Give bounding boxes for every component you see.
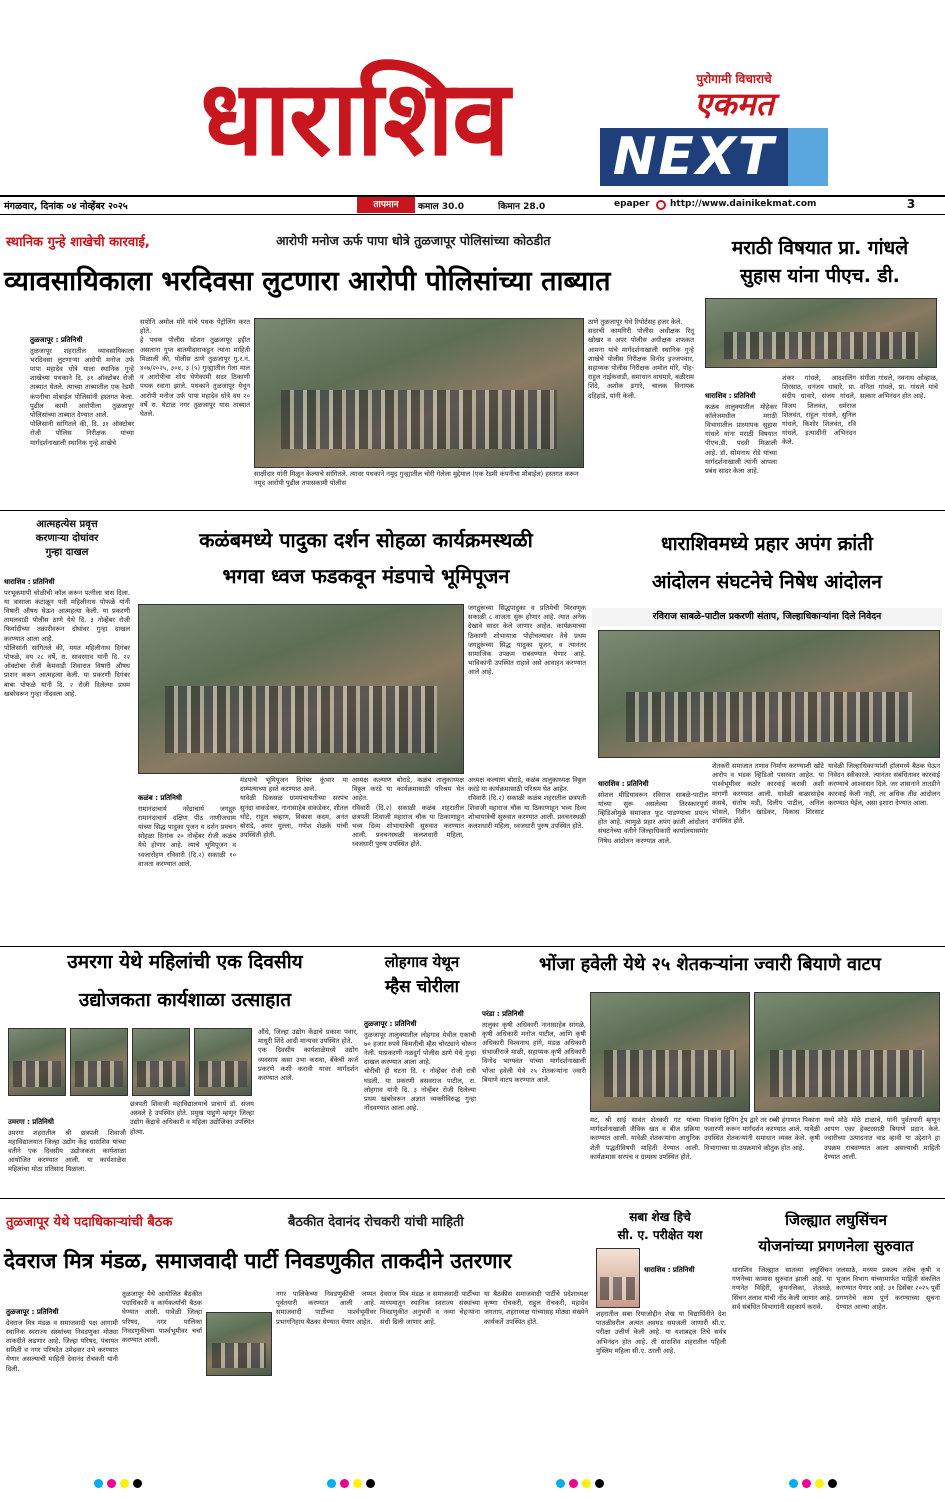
masthead-tagline: पुरोगामी विचाराचे bbox=[696, 72, 772, 86]
registration-dot bbox=[327, 1479, 336, 1488]
story3-text bbox=[4, 560, 130, 940]
dateline-bottom-rule bbox=[0, 214, 945, 215]
registration-dot bbox=[366, 1479, 375, 1488]
story2-headline-line1: मराठी विषयात प्रा. गांधले bbox=[731, 237, 909, 259]
story8-photo-1 bbox=[590, 992, 750, 1112]
story11-col2: जलसाठे, मध्यम प्रकल्प तसेच कृषी व भूजल विभाग यांच्यामार्फत माहिती संकलित करण्यात येणार आहे. ३१ डिसेंबर २०२५ पूर्वी प्रगणनेचे काम पूर्ण करण्याच्या सूचना देण्यात आल्या आहेत. bbox=[836, 1266, 943, 1311]
story8-col2: मट, श्री साई सावंत शेतकरी गट यांच्या मार्गदर्शनाखाली जैविक खत व बीज प्रक्रिया करण्यात आली. यावेळी शेतकऱ्यांना आधुनिक शेती पद्धतीविषयी माहिती देण्यात आली. कार्यक्रमास सरपंच व ग्रामस्थ उपस्थित होते. bbox=[590, 1116, 703, 1161]
registration-dot bbox=[107, 1479, 116, 1488]
section-rule-3 bbox=[0, 1198, 945, 1199]
story2-col1 bbox=[705, 374, 780, 506]
story8-headline: भोंजा हवेली येथे २५ शेतकऱ्यांना ज्वारी बियाणे वाटप bbox=[539, 954, 881, 975]
story8-col1 bbox=[482, 992, 589, 1194]
story10-headline-line2: सी. ए. परीक्षेत यश bbox=[617, 1228, 703, 1242]
section-rule-2 bbox=[0, 946, 945, 947]
dateline-date: मंगळवार, दिनांक ०४ नोव्हेंबर २०२५ bbox=[4, 201, 128, 212]
story7-text bbox=[364, 1002, 476, 1194]
story3-text-body: परभूकमापी चोळीची कॉल करून पत्नीला त्रास दिला. या त्रासाला कंटाळून पती महिलीनाथ पोफळे यांनी विषारी औषध घेऊन आत्महत्या केली. या प्रकरणी तामलवाडी पोलीस ठाणे येथे दि. ३ नोव्हेंबर रोजी फिर्यादीच्या तक्रारीवरून दोघांवर गुन्हा दाखल करण्यात आला आहे. पोलिसांनी सांगितले की, मयत महिलीनाथ दिगंबर पोफळे, वय २८ वर्षे, रा. सावरगाव यांनी दि. २२ ऑक्टोबर रोजी केमवाडी शिवारात विषारी औषध प्राशन करून आत्महत्या केली. या प्रकरणी दिगंबर बाबा पोफळे यांनी दि. २ रोजी दिलेल्या प्रथम खबरेवरून गुन्हा नोंदवला आहे. bbox=[4, 588, 130, 698]
story8-byline: परंडा : प्रतिनिधी bbox=[482, 1010, 524, 1019]
story1-byline: तुळजापूर : प्रतिनिधी bbox=[30, 336, 83, 345]
story1-kicker-rest: आरोपी मनोज ऊर्फ पापा धोत्रे तुळजापूर पोलिसांच्या कोठडीत bbox=[276, 233, 551, 248]
story1-col3: ठाणे तुळजापूर येथे रिपोर्टसह हजर केले. सदरची कामगिरी पोलीस अधीक्षक रितू खोखर व अपर पोलीस अधीक्षक शफकत आमना यांचे मार्गदर्शनाखाली स्थानिक गुन्हे शाखेचे पोलीस निरीक्षक विनोद इज्जपवार, सहाय्यक पोलीस निरीक्षक अमोल मोरे, पोह- राहुल नाईकवाडी, समाधान वाघमारे, बळीराम शिंदे, अशोक ढगारे, चालक विनायक दहिहांडे, यांनी केली. bbox=[588, 318, 694, 400]
story10-text: शहरातील सबा रियाजोद्दीन शेख या विद्यार्थिनीने देश पातळीवरील अत्यंत अवघड समजली जाणारी सी.ए. परीक्षा उत्तीर्ण केली आहे. या यशाबद्दल तिचे सर्वत्र अभिनंदन होत आहे. ती धाराशिव शहरातील पहिली मुस्लिम महिला सी.ए. ठरली आहे. bbox=[596, 1310, 729, 1355]
story6-col3: औंधे, जिल्हा उद्योग केंद्राचे प्रकाश पवार, माधुरी शिंदे आदी मान्यवर उपस्थित होते. एक दिवसीय कार्यशाळेमध्ये उद्योग व्यवसाय कसा उभा करावा, बँकेची कर्ज प्रकरणे कशी करावी यावर मार्गदर्शन करण्यात आले. bbox=[258, 1028, 358, 1083]
max-temperature: कमाल 30.0 bbox=[418, 202, 465, 212]
story7-byline: तुळजापूर : प्रतिनिधी bbox=[364, 1020, 417, 1029]
registration-dot bbox=[789, 1479, 798, 1488]
story5-photo bbox=[598, 630, 940, 758]
story5-col1 bbox=[598, 762, 711, 942]
page-number: 3 bbox=[906, 197, 916, 211]
story11-headline-line1: जिल्ह्यात लघुसिंचन bbox=[785, 1211, 887, 1229]
registration-dot bbox=[802, 1479, 811, 1488]
story3-byline: धाराशिव : प्रतिनिधी bbox=[4, 578, 55, 587]
epaper-label: epaper bbox=[614, 199, 650, 209]
registration-dot bbox=[582, 1479, 591, 1488]
story7-text-body: तुळजापूर तालुक्यातील लोहगाव येथील एकाची ७० हजार रुपये किंमतीची म्हैस चोरट्याने चोरून नेली. याप्रकरणी नळदुर्ग पोलीस ठाणे येथे गुन्हा दाखल करण्यात आला आहे. चोरीची ही घटना दि. १ नोव्हेंबर रोजी रात्री घडली. या प्रकरणी बसवराज पाटील, रा. लोहगाव यांनी दि. ३ नोव्हेंबर रोजी दिलेल्या प्रथम खबरेवरून अज्ञात व्यक्तीविरुद्ध गुन्हा नोंदवण्यात आला आहे. bbox=[364, 1030, 476, 1113]
story4-headline-line1: कळंबमध्ये पादुका दर्शन सोहळा कार्यक्रमस्थळी bbox=[199, 528, 533, 552]
story9-kicker: तुळजापूर येथे पदाधिकाऱ्यांची बैठक bbox=[6, 1215, 173, 1230]
ekmat-brand-logo: एकमत bbox=[694, 85, 774, 123]
story4-col2: मंडपाचे भूमिपूजन दिगंबर कुंभार या दाम्पत्याच्या हस्ते करण्यात आले. यावेळी डिकसळ ग्रामपंचायतीच्या सरपंच सुनंदा वाकडेकर, नानासाहेब वाकडेकर, शीतल थोटे, राहुल चव्हाण, विकास कदम, अनंत बोराडे, अमर मुल्ला, गणेश शेळके यांची उपस्थिती होती. bbox=[240, 776, 348, 840]
story1-photo bbox=[254, 318, 584, 468]
website-url[interactable]: http://www.dainikekmat.com bbox=[670, 199, 817, 209]
story4-col4-cont: अध्यक्ष कल्याण बोराडे, कळंब तालुकाध्यक्ष विठ्ठल करंडे या कार्यक्रमासाठी परिश्रम घेत आहेत. रविवारी (दि.२) सकाळी कळंब शहरातील छत्रपती शिवाजी महाराज चौक या ठिकाणाहून भव्य दिव्य शोभायात्रेची सुरुवात करण्यात आली. प्रवचनस्थळी कलशधारी महिला, ध्वजधारी पुरुष उपस्थित होते. bbox=[468, 776, 586, 831]
temperature-label: तापमान bbox=[357, 197, 415, 213]
story6-photo-3 bbox=[132, 1028, 190, 1096]
registration-dot bbox=[133, 1479, 142, 1488]
story4-col3: अध्यक्ष कल्याण बोराडे, कळंब तालुकाध्यक्ष विठ्ठल करंडे या कार्यक्रमासाठी परिश्रम घेत आहेत. रविवारी (दि.२) सकाळी कळंब शहरातील छत्रपती शिवाजी महाराज चौक या ठिकाणाहून भव्य दिव्य शोभायात्रेची सुरुवात करण्यात आली. प्रवचनस्थळी कलशधारी महिला, ध्वजधारी पुरुष उपस्थित होते. bbox=[352, 776, 464, 849]
story5-subhead: रविराज साबळे-पाटील प्रकरणी संताप, जिल्हाधिकाऱ्यांना दिले निवेदन bbox=[592, 608, 942, 626]
story9-col1-text: देवराज मित्र मंडळ व समाजवादी पक्ष आगामी स्थानिक स्वराज्य संस्थांच्या निवडणुका मोठ्या ताकदीने लढणार आहे. जिल्हा परिषद, पंचायत समिती व नगर परिषदेत उमेदवार उभे करण्यात येणार असल्याची माहिती देवानंद रोचकरी यांनी दिली. bbox=[6, 1318, 121, 1373]
story6-byline: उमरगा : प्रतिनिधी bbox=[8, 1118, 54, 1127]
story8-col1-text: तालुका कृषी अधिकारी नानासाहेब सांगळे, कृषी अधिकारी मनोज पाटील, आणि कृषी अधिकारी विश्वनाथ हांगे, मंडळ अधिकारी संभाजीराजे माळी, सहाय्यक कृषी अधिकारी विनोद भाग्यवंत यांच्या मार्गदर्शनाखाली भोंजा हवेली येथे २५ शेतकऱ्यांना ज्वारी बियाणे वाटप करण्यात आले. bbox=[482, 1020, 589, 1084]
registration-dot bbox=[828, 1479, 837, 1488]
story7-headline-line2: म्हैस चोरीला bbox=[384, 977, 460, 997]
registration-dot bbox=[556, 1479, 565, 1488]
story6-photo-1 bbox=[8, 1028, 66, 1096]
story5-headline-line1: धाराशिवमध्ये प्रहार अपंग क्रांती bbox=[661, 533, 873, 555]
registration-dot bbox=[353, 1479, 362, 1488]
story4-headline-line2: भगवा ध्वज फडकवून मंडपाचे भूमिपूजन bbox=[222, 564, 510, 588]
story4-photo bbox=[138, 604, 464, 774]
story8-col4: मध्ये मोठे मोठे टाळाचे, यांनी पुर्वतयारी म्हणून आपण एका हेक्टरसाठी बियाणे प्रदान केले. ज्वारीच्या उत्पादनात वाढ व्हावी या उद्देशाने हा उपक्रम राबवण्यात आला असल्याची माहिती देण्यात आली. bbox=[824, 1116, 943, 1161]
story2-byline: धाराशिव : प्रतिनिधी bbox=[705, 392, 756, 401]
story2-headline-line2: सुहास यांना पीएच. डी. bbox=[740, 265, 900, 287]
story3-kicker-line3: गुन्हा दाखल bbox=[45, 547, 89, 558]
story5-headline-line2: आंदोलन संघटनेचे निषेध आंदोलन bbox=[652, 571, 882, 593]
registration-dot bbox=[595, 1479, 604, 1488]
story10-portrait bbox=[596, 1248, 640, 1308]
story1-kicker: स्थानिक गुन्हे शाखेची कारवाई, bbox=[6, 235, 150, 250]
registration-dot bbox=[120, 1479, 129, 1488]
story9-col2: तुळजापूर येथे आयोजित बैठकीत पदाधिकारी व कार्यकर्त्यांची बैठक घेण्यात आली. यावेळी जिल्हा परिषद, नगर पालिका निवडणुकीच्या पार्श्वभूमीवर चर्चा करण्यात आली. bbox=[122, 1290, 205, 1345]
story8-photo-2 bbox=[754, 992, 940, 1112]
story1-headline: व्यावसायिकाला भरदिवसा लुटणारा आरोपी पोलिसांच्या ताब्यात bbox=[4, 266, 611, 297]
story5-col1-text: सोशल मीडियावरून रविराज साबळे-पाटील यांच्या सुरू असलेल्या तिरस्कारपूर्ण व्हिडिओमुळे समाजात फूट पाडण्याचा प्रयत्न होत आहे. त्यामुळे प्रहार अपंग क्रांती आंदोलन संघटनेच्या वतीने जिल्हाधिकारी कार्यालयासमोर निषेध आंदोलन करण्यात आले. bbox=[598, 790, 711, 845]
story5-col3: यावेळी जिल्हाधिकाऱ्यांशी हॉलमध्ये बैठक घेऊन निवेदन स्वीकारले. त्यानंतर संबंधितावर कारवाई करण्याचे आश्वासन दिले. जर शासनाने तातडीने कारवाई केली नाही, तर अधिक तीव्र आंदोलन करण्यात येईल, असा इशारा देण्यात आला. bbox=[828, 762, 943, 807]
story5-col2: शेतकरी समाजात तणाव निर्माण करण्याशी खोटे आरोप व भडक व्हिडिओ पसरवत आहेत. या पार्श्वभूमीवर कठोर कारवाई करावी अशी मागणी करण्यात आली. यावेळी बाळासाहेब कसबे, संतोष मडी, दिलीप पाटील, अनिल भोसले, नितीन खांडेकर, विकास शिरसाट उपस्थित होते. bbox=[712, 762, 827, 826]
story6-headline-line2: उद्योजकता कार्यशाळा उत्साहात bbox=[78, 989, 292, 1011]
story3-kicker-line2: करणाऱ्या दोघांवर bbox=[35, 533, 99, 544]
registration-dot bbox=[815, 1479, 824, 1488]
story9-col3: नगर पालिकेच्या निवडणुकीची जय्यत पूर्वतयारी करण्यात आली आहे. समाजवादी पार्टीच्या पार्श्वभूमीवर प्रभागनिहाय बैठका घेण्यात येणार आहेत. bbox=[276, 1290, 379, 1326]
story4-byline: कळंब : प्रतिनिधी bbox=[138, 794, 182, 803]
story6-photo-4 bbox=[194, 1028, 252, 1096]
story11-headline-line2: योजनांच्या प्रगणनेला सुरुवात bbox=[758, 1237, 914, 1255]
story10-byline-box bbox=[644, 1248, 726, 1308]
next-logo-accent bbox=[788, 128, 828, 186]
story9-kicker-rest: बैठकीत देवानंद रोचकरी यांची माहिती bbox=[288, 1215, 464, 1230]
story4-col1-text: रामानंदाचार्य नरेंद्राचार्य जगद्गुरु रामानंदाचार्य दक्षिण पीठ नाणीजधाम यांच्या सिद्ध पादुका पूजन व दर्शन प्रवचन सोहळा दिनांक २० नोव्हेंबर रोजी कळंब येथे होणार आहे. त्याचे भूमिपूजन व ध्वजारोहण रविवारी (दि.२) सकाळी १० वाजता करण्यात आले. bbox=[138, 804, 239, 868]
story2-col1-text: कळंब तालुक्यातील मोहेकर कॉलेजमधील मराठी विभागातील प्राध्यापक सुहास गांधले यांना मराठी विषयात पीएच.डी. पदवी मिळाली आहे. डॉ. सोमनाथ रोडे यांच्या मार्गदर्शनाखाली त्यांनी आपला प्रबंध सादर केला आहे. bbox=[705, 402, 780, 476]
story8-col3: पिकांना ट्रिपिंग ट्रेप द्वारे तर रब्बी हंगामात पिकांना फवारणी करून मार्गदर्शन करण्यात आले. यावेळी उपस्थित शेतकऱ्यांनी समाधान व्यक्त केले. कृषी विभागाच्या या उपक्रमाचे कौतुक होत आहे. bbox=[704, 1116, 823, 1152]
next-logo: NEXT bbox=[600, 128, 788, 186]
story9-col5: या बैठकीस समाजवादी पार्टीचे प्रदेशाध्यक्ष कृष्णा रोचकरी, राहुल रोचकरी, महादेव जगताप, शहराध्यक्ष यांच्यासह मोठ्या संख्येने कार्यकर्ते उपस्थित होते. bbox=[484, 1290, 591, 1326]
story6-photo-2 bbox=[70, 1028, 128, 1096]
story1-col1 bbox=[30, 318, 134, 503]
story1-col1-text: तुळजापूर शहरातील व्यावसायिकाला भरदिवसा लुटणाऱ्या आरोपी मनोज उर्फ पापा महादेव धोत्रे याला स्थानिक गुन्हे शाखेच्या पथकाने दि. ३१ ऑक्टोबर रोजी ताब्यात घेतले. त्याच्या ताब्यातील एक रेडमी कंपनीचा मोबाईल पोलिसांनी हस्तगत केला. पुढील कामी आरोपीला तुळजापूर पोलिसांच्या ताब्यात देण्यात आले. पोलिसांनी सांगितले की, दि. ३१ ऑक्टोबर रोजी पोलिस निरीक्षक यांच्या मार्गदर्शनाखाली स्थानिक गुन्हे शाखेचे bbox=[30, 346, 134, 447]
story9-col1 bbox=[6, 1290, 121, 1466]
story9-col4: देवराज मित्र मंडळ व समाजवादी पार्टीच्या माध्यमातून स्थानिक स्वराज्य संस्थांच्या निवडणुकीत अनुभवी व नव्या चेहऱ्यांना संधी दिली जाणार आहे. bbox=[380, 1290, 483, 1326]
story6-col1-text: उमरगा शहरातील श्री छत्रपती शिवाजी महाविद्यालयात जिल्हा उद्योग केंद्र धाराशिव यांच्या वतीने एक दिवसीय उद्योजकता कार्यशाळा आयोजित करण्यात आली. या कार्यशाळेस महिलांचा मोठा प्रतिसाद मिळाला. bbox=[8, 1128, 129, 1174]
story11-col1: धाराशिव जिल्ह्यात सातव्या लघुसिंचन गणनेच्या कामास सुरुवात झाली आहे. या गणनेत विहिरी, कूपनलिका, शेततळे, सिंचन तलाव यांची नोंद केली जाणार आहे. सर्व संबंधित विभागांनी सहकार्य करावे. bbox=[732, 1266, 835, 1311]
registration-dot bbox=[569, 1479, 578, 1488]
story4-col4: जगद्गुरूंच्या सिद्धपादुका व प्रतिमेची मिरवणूक सकाळी ८ वाजता सुरू होणार आहे. त्यात अनेक देखावे सादर केले जाणार आहेत. कार्यक्रमाच्या ठिकाणी शोभायात्रा पोहोचल्यावर तेथे प्रथम जगद्गुरूंच्या सिद्ध पादुका पूजन, व त्यानंतर सामाजिक उपक्रम राबवण्यात येणार आहे. भाविकांनी उपस्थित राहावे असे आवाहन करण्यात आले आहे. bbox=[468, 604, 589, 677]
story5-byline: धाराशिव : प्रतिनिधी bbox=[598, 780, 649, 789]
min-temperature: किमान 28.0 bbox=[498, 202, 546, 212]
story2-col2: शंकर गांधले, आदशलिंग शिरसाठ, धनंजय धावारे, प्रा. संदीप धावारे, संजय गांधले, विजय शिलवंत, धर्मराज शिलवंत, राहुल गांधले, सुनिल गांधले, किशोर शिलवंत, रवि गांधले, इत्यादींनी अभिनंदन केले. bbox=[782, 374, 859, 447]
story3-kicker-line1: आत्महत्येस प्रवृत्त bbox=[36, 519, 98, 530]
story6-headline-line1: उमरगा येथे महिलांची एक दिवसीय bbox=[67, 951, 303, 973]
dateline-top-rule bbox=[0, 195, 945, 197]
story4-col1 bbox=[138, 776, 239, 942]
story6-col2: छत्रपती शिवाजी महाविद्यालयाचे प्राचार्य डॉ. संजय अस्वले हे उपस्थित होते. प्रमुख पाहुणे म्हणून जिल्हा उद्योग केंद्राचे अधिकारी व महिला उद्योजिका उपस्थित होत्या. bbox=[130, 1100, 257, 1136]
story1-caption: साक्षीदार यांनी मिळून केल्याचे सांगितले. त्यावर पथकाने नमूद गुन्ह्यातील चोरी गेलेला मुद्देमाल (एक रेडमी कंपनीचा मोबाईल) हस्तगत करून नमूद आरोपी पुढील तपासकामी पोलीस bbox=[254, 470, 579, 487]
story6-col1 bbox=[8, 1100, 129, 1194]
section-rule-1 bbox=[0, 510, 945, 511]
story9-photo bbox=[206, 1312, 272, 1376]
registration-dot bbox=[340, 1479, 349, 1488]
story10-byline: धाराशिव : प्रतिनिधी bbox=[644, 1266, 695, 1275]
story1-col2: सपोनि अमोल मोरे यांचे पथक पेट्रोलिंग करत होते. हे पथक पोलीस स्टेशन तुळजापूर हद्दीत असताना गुप्त बातमीदाराकडून त्यांना माहिती मिळाली की, पोलीस ठाणे तुळजापूर गु.र.नं. ४०७/२०२५, ३०४, ३ (५) गुन्ह्यातील गेला माल व आरोपीचा शोध घेणेकामी सदर ठिकाणी पथक रवाना झाले. पथकाने तुळजापूर येथून आरोपी मनोज उर्फ पापा महादेव धोत्रे वय २० वर्षे रा. घेटाळ नगर तुळजापूर यास ताब्यात घेतले. bbox=[140, 318, 250, 419]
story2-photo bbox=[705, 298, 937, 368]
story2-col3: संगीता गांधले, नवनाथ ओव्हाळ, वनिता गांधले, प्रा. गांधले यांचे सत्कार अभिनंदन होत आहे. bbox=[860, 374, 941, 401]
story9-byline: तुळजापूर : प्रतिनिधी bbox=[6, 1308, 59, 1317]
story9-headline: देवराज मित्र मंडळ, समाजवादी पार्टी निवडणुकीत ताकदीने उतरणार bbox=[4, 1249, 512, 1273]
story10-headline-line1: सबा शेख हिचे bbox=[629, 1210, 691, 1224]
registration-dot bbox=[94, 1479, 103, 1488]
story7-headline-line1: लोहगाव येथून bbox=[384, 953, 460, 971]
masthead-title: धाराशिव bbox=[200, 56, 508, 179]
search-icon bbox=[656, 200, 666, 210]
